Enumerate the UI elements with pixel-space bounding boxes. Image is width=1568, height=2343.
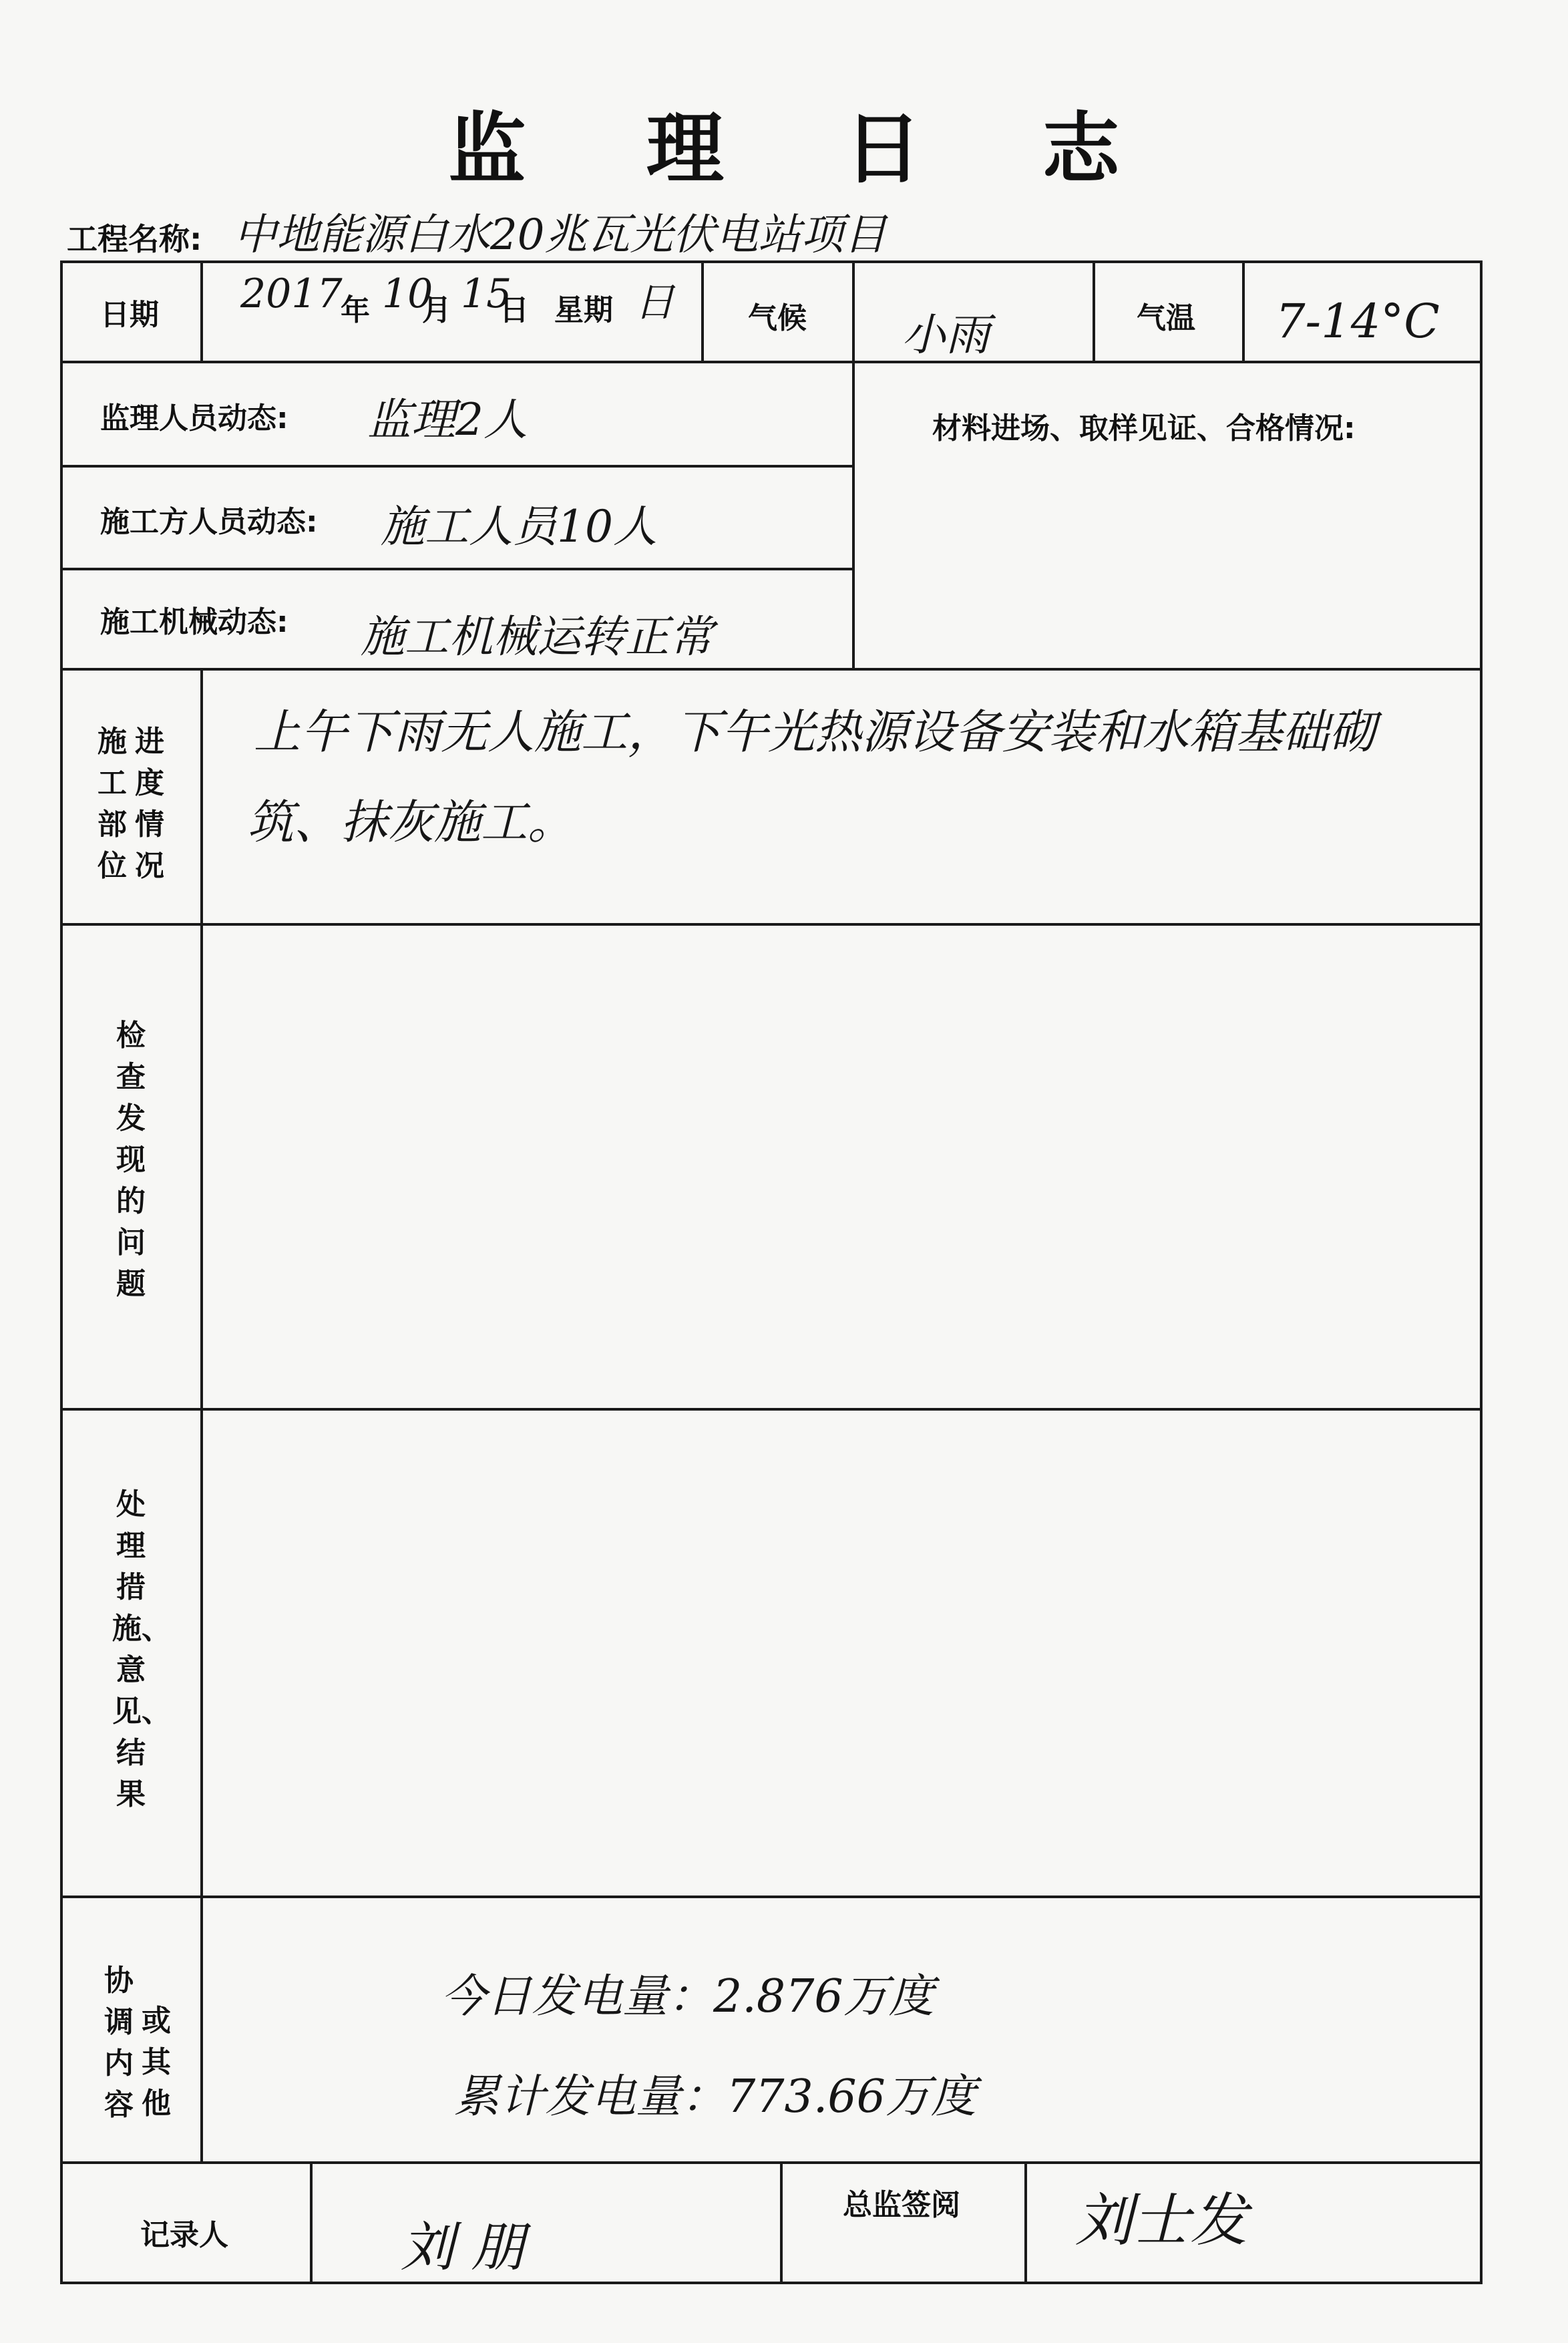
divider	[200, 260, 203, 361]
climate-label: 气候	[748, 301, 807, 335]
year-unit: 年	[341, 293, 370, 327]
divider	[1024, 2161, 1027, 2282]
divider	[780, 2161, 783, 2282]
project-name: 中地能源白水20兆瓦光伏电站项目	[234, 210, 887, 260]
date-label: 日期	[100, 298, 159, 332]
weekday-label: 星期	[554, 293, 613, 327]
divider	[701, 260, 704, 361]
recorder-label: 记录人	[140, 2218, 228, 2252]
progress-line-2: 筑、抹灰施工。	[247, 795, 574, 850]
divider	[60, 568, 855, 570]
divider	[60, 1408, 1483, 1411]
chief-signature: 刘士发	[1075, 2187, 1247, 2254]
divider	[1242, 260, 1245, 361]
divider	[60, 668, 1483, 671]
divider	[60, 1896, 1483, 1898]
climate-value: 小雨	[902, 309, 990, 361]
project-label: 工程名称:	[67, 221, 202, 257]
coordination-label-col2: 或其他	[142, 2004, 171, 2121]
materials-label: 材料进场、取样见证、合格情况:	[932, 411, 1356, 445]
measures-label: 处理措施、意见、结果	[112, 1487, 171, 1811]
divider	[852, 260, 855, 361]
coordination-label-col1: 协调内容	[104, 1964, 134, 2122]
divider	[60, 2161, 1483, 2164]
divider	[200, 668, 203, 2164]
progress-label-col2: 进度情况	[135, 725, 164, 883]
divider	[60, 361, 1483, 363]
table-border-left	[60, 260, 63, 2284]
temperature-label: 气温	[1137, 301, 1195, 335]
weekday-value: 日	[634, 279, 674, 326]
coordination-line-1: 今日发电量：2.876万度	[441, 1970, 934, 2023]
document-title: 监 理 日 志	[448, 104, 1167, 194]
divider	[852, 361, 855, 668]
issues-label: 检查发现的问题	[116, 1019, 146, 1301]
supervisor-value: 监理2人	[367, 394, 528, 445]
contractor-label: 施工方人员动态:	[100, 505, 318, 539]
table-border-top	[60, 260, 1483, 263]
date-year: 2017	[240, 271, 343, 317]
machinery-label: 施工机械动态:	[100, 605, 288, 639]
divider	[60, 465, 855, 468]
divider	[1093, 260, 1095, 361]
recorder-signature: 刘 朋	[401, 2216, 525, 2278]
divider	[310, 2161, 313, 2282]
supervisor-label: 监理人员动态:	[100, 401, 288, 435]
day-unit: 日	[500, 293, 529, 327]
month-unit: 月	[422, 293, 451, 327]
temperature-value: 7-14°C	[1276, 294, 1440, 349]
progress-line-1: 上午下雨无人施工，下午光热源设备安装和水箱基础砌	[254, 705, 1376, 759]
divider	[60, 923, 1483, 926]
coordination-line-2: 累计发电量：773.66万度	[454, 2070, 976, 2123]
table-border-right	[1480, 260, 1483, 2284]
chief-label: 总监签阅	[843, 2188, 960, 2222]
table-border-bottom	[60, 2282, 1483, 2284]
progress-label-col1: 施工部位	[97, 725, 127, 883]
date-month: 10	[382, 271, 433, 317]
date-day: 15	[461, 271, 512, 317]
contractor-value: 施工人员10人	[381, 501, 657, 552]
machinery-value: 施工机械运转正常	[361, 611, 713, 663]
